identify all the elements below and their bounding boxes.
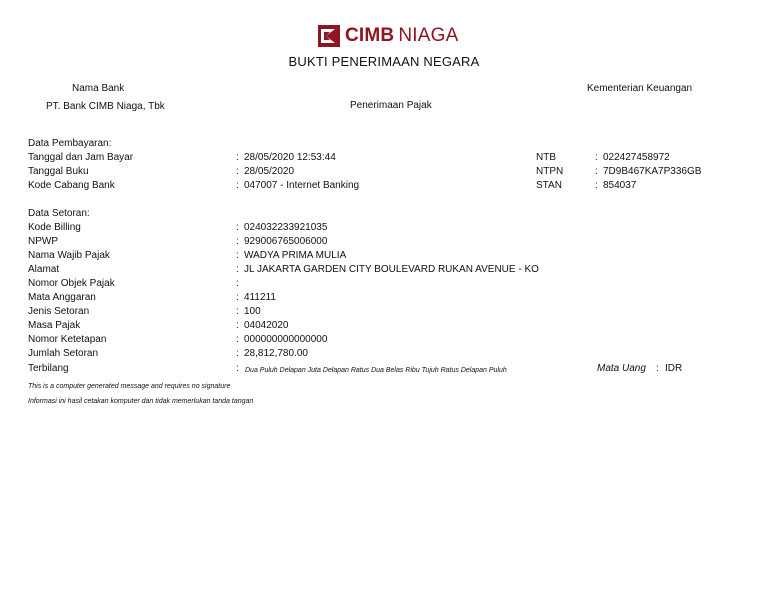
tax-period: 04042020 xyxy=(244,320,289,331)
stan-value: 854037 xyxy=(603,180,637,191)
deposit-label: Nama Wajib Pajak xyxy=(28,250,110,261)
footer-note-english: This is a computer generated message and requires no signature xyxy=(28,383,231,390)
deposit-label: Jumlah Setoran xyxy=(28,348,99,359)
deposit-label: Masa Pajak xyxy=(28,320,81,331)
currency-value: IDR xyxy=(665,363,683,374)
payment-label: STAN xyxy=(536,180,562,191)
budget-account: 411211 xyxy=(244,292,276,303)
deposit-label: NPWP xyxy=(28,236,58,247)
separator: : xyxy=(595,152,598,163)
cimb-logo-icon xyxy=(318,25,340,47)
deposit-label: Nomor Objek Pajak xyxy=(28,278,115,289)
ntpn-value: 7D9B467KA7P336GB xyxy=(603,166,702,177)
deposit-section-title: Data Setoran: xyxy=(28,208,90,219)
payment-label: Tanggal Buku xyxy=(28,166,89,177)
separator: : xyxy=(236,222,239,233)
separator: : xyxy=(236,166,239,177)
footer-note-indonesian: Informasi ini hasil cetakan komputer dan tidak memerlukan tanda tangan xyxy=(28,398,254,405)
branch-code: 047007 - Internet Banking xyxy=(244,180,360,191)
deposit-label: Terbilang xyxy=(28,363,69,374)
separator: : xyxy=(236,363,239,374)
separator: : xyxy=(236,334,239,345)
billing-code: 024032233921035 xyxy=(244,222,328,233)
deposit-amount: 28,812,780.00 xyxy=(244,348,308,359)
payment-date-time: 28/05/2020 12:53:44 xyxy=(244,152,336,163)
assessment-number: 000000000000000 xyxy=(244,334,328,345)
separator: : xyxy=(236,278,239,289)
payment-label: NTB xyxy=(536,152,556,163)
separator: : xyxy=(595,166,598,177)
npwp-value: 929006765006000 xyxy=(244,236,328,247)
separator: : xyxy=(236,306,239,317)
payment-label: Tanggal dan Jam Bayar xyxy=(28,152,134,163)
brand-wordmark xyxy=(345,25,458,47)
separator: : xyxy=(236,152,239,163)
payment-label: Kode Cabang Bank xyxy=(28,180,115,191)
separator: : xyxy=(236,292,239,303)
separator: : xyxy=(236,250,239,261)
brand-name-bold: CIMB xyxy=(345,25,395,46)
deposit-label: Alamat xyxy=(28,264,60,275)
ntb-value: 022427458972 xyxy=(603,152,670,163)
book-date: 28/05/2020 xyxy=(244,166,295,177)
deposit-label: Jenis Setoran xyxy=(28,306,90,317)
tax-receipt-type: Penerimaan Pajak xyxy=(350,100,432,111)
bank-name: PT. Bank CIMB Niaga, Tbk xyxy=(46,101,165,112)
ministry-name: Kementerian Keuangan xyxy=(587,83,693,94)
deposit-label: Mata Anggaran xyxy=(28,292,96,303)
separator: : xyxy=(236,348,239,359)
cimb-niaga-logo xyxy=(318,25,458,47)
separator: : xyxy=(236,180,239,191)
address-value: JL JAKARTA GARDEN CITY BOULEVARD RUKAN AVENUE - KO xyxy=(244,264,539,275)
separator: : xyxy=(656,363,659,374)
currency-label: Mata Uang xyxy=(597,363,646,374)
bank-label: Nama Bank xyxy=(72,83,125,94)
separator: : xyxy=(236,320,239,331)
brand-name-light: NIAGA xyxy=(398,25,459,46)
payment-section-title: Data Pembayaran: xyxy=(28,138,112,149)
separator: : xyxy=(236,236,239,247)
deposit-label: Kode Billing xyxy=(28,222,81,233)
separator: : xyxy=(595,180,598,191)
payment-label: NTPN xyxy=(536,166,564,177)
amount-in-words: Dua Puluh Delapan Juta Delapan Ratus Dua Belas Ribu Tujuh Ratus Delapan Puluh xyxy=(245,367,507,374)
separator: : xyxy=(236,264,239,275)
deposit-type: 100 xyxy=(244,306,261,317)
document-title: BUKTI PENERIMAAN NEGARA xyxy=(288,54,480,69)
taxpayer-name: WADYA PRIMA MULIA xyxy=(244,250,347,261)
deposit-label: Nomor Ketetapan xyxy=(28,334,107,345)
